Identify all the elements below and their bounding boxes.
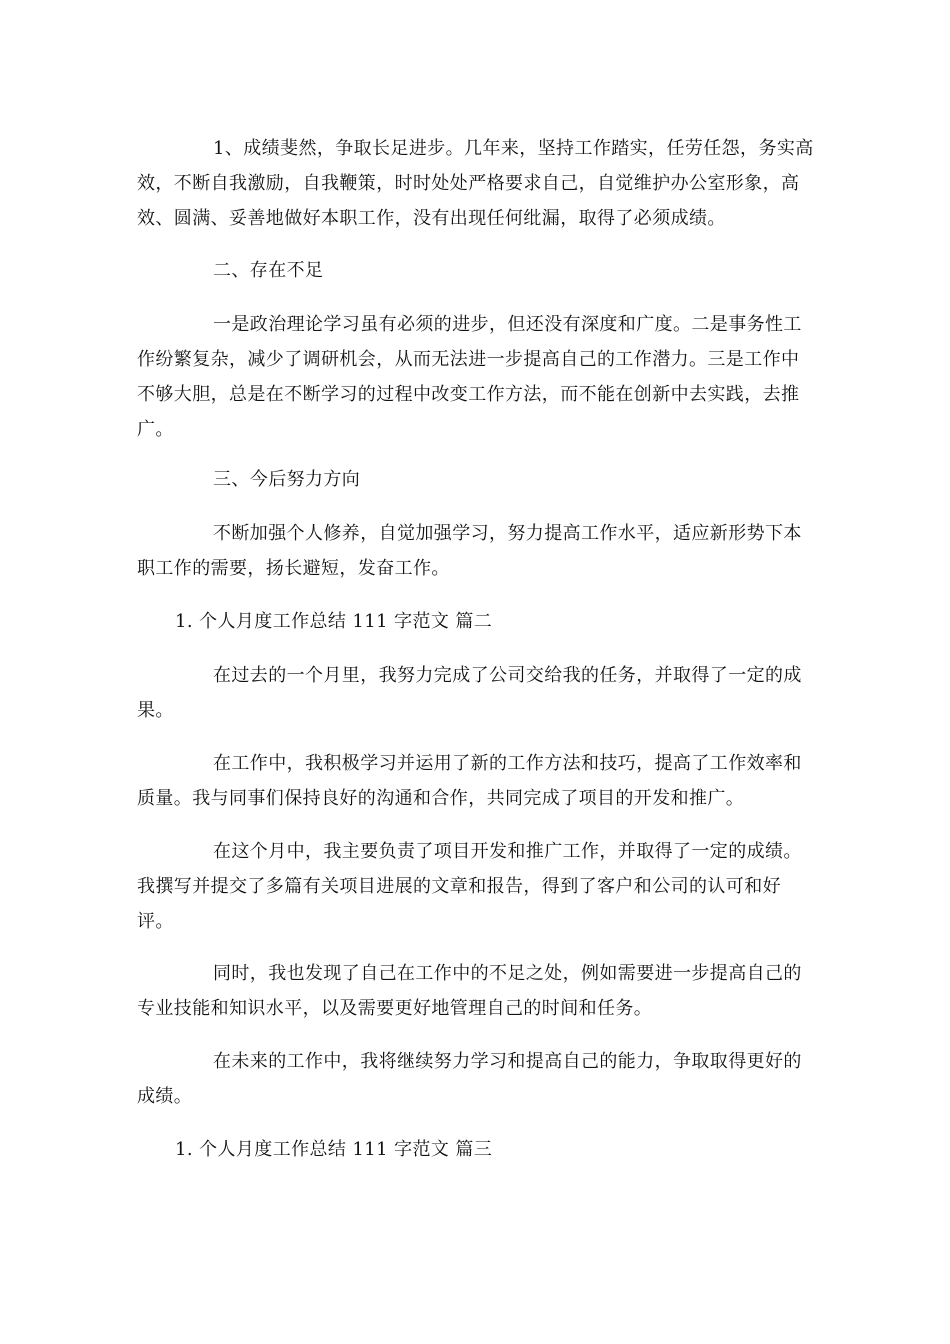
paragraph-plans: 在未来的工作中，我将继续努力学习和提高自己的能力，争取取得更好的成绩。 [137, 1051, 802, 1107]
paragraph-future-direction: 不断加强个人修养，自觉加强学习，努力提高工作水平，适应新形势下本职工作的需要，扬长避短，发奋工作。 [137, 523, 802, 579]
paragraph-improvements: 同时，我也发现了自己在工作中的不足之处，例如需要进一步提高自己的专业技能和知识水平，以及需要更好地管理自己的时间和任务。 [137, 963, 802, 1019]
article-title-part-two: 1. 个人月度工作总结 111 字范文 篇二 [175, 611, 493, 632]
section-heading-future-direction: 三、今后努力方向 [213, 469, 361, 490]
article-title-part-three: 1. 个人月度工作总结 111 字范文 篇三 [175, 1139, 493, 1160]
paragraph-results: 在过去的一个月里，我努力完成了公司交给我的任务，并取得了一定的成果。 [137, 665, 802, 721]
paragraph-responsibilities: 在这个月中，我主要负责了项目开发和推广工作，并取得了一定的成绩。我撰写并提交了多篇有关项目进展的文章和报告，得到了客户和公司的认可和好评。 [137, 841, 802, 932]
paragraph-methods: 在工作中，我积极学习并运用了新的工作方法和技巧，提高了工作效率和质量。我与同事们保持良好的沟通和合作，共同完成了项目的开发和推广。 [137, 753, 802, 809]
paragraph-shortcomings: 一是政治理论学习虽有必须的进步，但还没有深度和广度。二是事务性工作纷繁复杂，减少了调研机会，从而无法进一步提高自己的工作潜力。三是工作中不够大胆，总是在不断学习的过程中改变工作方法，而不能在创新中去实践，去推广。 [137, 314, 802, 440]
paragraph-achievements: 1、成绩斐然，争取长足进步。几年来，坚持工作踏实，任劳任怨，务实高效，不断自我激励，自我鞭策，时时处处严格要求自己，自觉维护办公室形象，高效、圆满、妥善地做好本职工作，没有出现任何纰漏，取得了必须成绩。 [137, 138, 814, 229]
section-heading-shortcomings: 二、存在不足 [213, 260, 324, 281]
